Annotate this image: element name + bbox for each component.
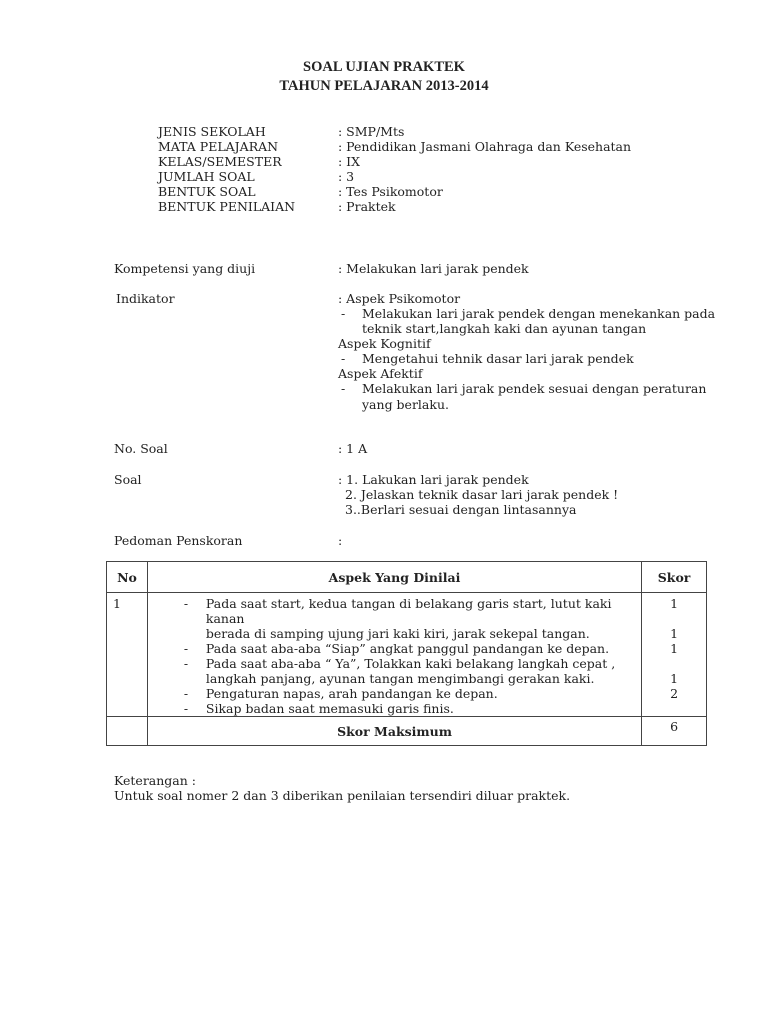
bullet-dash: - bbox=[183, 596, 189, 611]
footer-empty-cell bbox=[107, 717, 148, 746]
document-title: SOAL UJIAN PRAKTEK bbox=[303, 59, 465, 75]
score-value: 2 bbox=[670, 686, 679, 701]
header-no: No bbox=[107, 562, 148, 593]
info-label-kelas-semester: KELAS/SEMESTER bbox=[158, 154, 282, 169]
info-value-jenis-sekolah: : SMP/Mts bbox=[338, 124, 405, 139]
aspek-item bbox=[148, 686, 641, 701]
bullet-dash: - bbox=[341, 381, 346, 396]
row-no: 1 bbox=[107, 593, 148, 717]
soal-item-2: 2. Jelaskan teknik dasar lari jarak pendek ! bbox=[345, 487, 619, 502]
header-aspek: Aspek Yang Dinilai bbox=[147, 562, 641, 593]
soal-item-1: : 1. Lakukan lari jarak pendek bbox=[338, 472, 529, 487]
document-subtitle: TAHUN PELAJARAN 2013-2014 bbox=[279, 78, 489, 94]
aspek-item bbox=[148, 641, 641, 656]
no-soal-label: No. Soal bbox=[114, 441, 168, 456]
soal-item-3: 3..Berlari sesuai dengan lintasannya bbox=[345, 502, 577, 517]
score-value bbox=[642, 611, 706, 626]
table-row bbox=[107, 593, 707, 717]
info-value-mata-pelajaran: : Pendidikan Jasmani Olahraga dan Kesehatan bbox=[338, 139, 632, 154]
info-value-bentuk-soal: : Tes Psikomotor bbox=[338, 184, 443, 199]
pedoman-value: : bbox=[338, 533, 343, 548]
header-skor: Skor bbox=[642, 562, 707, 593]
indikator-label: Indikator bbox=[116, 291, 175, 306]
info-value-jumlah-soal: : 3 bbox=[338, 169, 355, 184]
aspek-item-cont: berada di samping ujung jari kaki kiri, jarak sekepal tangan. bbox=[205, 626, 590, 641]
kompetensi-value: : Melakukan lari jarak pendek bbox=[338, 261, 529, 276]
aspek-item-text: Pada saat aba-aba “Siap” angkat panggul pandangan ke depan. bbox=[205, 641, 610, 656]
score-value bbox=[642, 656, 706, 671]
indikator-psikomotor-heading: : Aspek Psikomotor bbox=[338, 291, 461, 306]
aspek-list bbox=[147, 593, 641, 717]
aspek-item bbox=[148, 701, 641, 716]
info-value-kelas-semester: : IX bbox=[338, 154, 361, 169]
aspek-item-text: Pengaturan napas, arah pandangan ke depan. bbox=[205, 686, 498, 701]
kompetensi-label: Kompetensi yang diuji bbox=[114, 261, 256, 276]
score-list bbox=[642, 593, 707, 717]
aspek-item-text: Pada saat aba-aba “ Ya”, Tolakkan kaki belakang langkah cepat , bbox=[205, 656, 616, 671]
bullet-dash: - bbox=[183, 656, 189, 671]
keterangan-label: Keterangan : bbox=[114, 773, 196, 788]
bullet-dash: - bbox=[341, 306, 346, 321]
aspek-item-cont: langkah panjang, ayunan tangan mengimbangi gerakan kaki. bbox=[205, 671, 595, 686]
score-value: 1 bbox=[670, 596, 679, 611]
score-value: 1 bbox=[670, 626, 679, 641]
footer-value: 6 bbox=[642, 717, 707, 746]
table-header-row bbox=[107, 562, 707, 593]
bullet-dash: - bbox=[183, 701, 189, 716]
table-footer-row bbox=[107, 717, 707, 746]
scoring-table bbox=[106, 561, 707, 746]
indikator-kognitif-heading: Aspek Kognitif bbox=[338, 336, 431, 351]
footer-label: Skor Maksimum bbox=[147, 717, 641, 746]
info-label-mata-pelajaran: MATA PELAJARAN bbox=[158, 139, 279, 154]
indikator-psikomotor-item-cont: teknik start,langkah kaki dan ayunan tangan bbox=[362, 321, 647, 336]
info-label-jumlah-soal: JUMLAH SOAL bbox=[158, 169, 255, 184]
no-soal-value: : 1 A bbox=[338, 441, 368, 456]
info-value-bentuk-penilaian: : Praktek bbox=[338, 199, 396, 214]
bullet-dash: - bbox=[341, 351, 346, 366]
info-label-bentuk-penilaian: BENTUK PENILAIAN bbox=[158, 199, 296, 214]
indikator-kognitif-item: Mengetahui tehnik dasar lari jarak pendek bbox=[362, 351, 634, 366]
aspek-item bbox=[148, 656, 641, 686]
aspek-item-text: Sikap badan saat memasuki garis finis. bbox=[205, 701, 454, 716]
indikator-afektif-heading: Aspek Afektif bbox=[338, 366, 423, 381]
score-value: 1 bbox=[670, 671, 679, 686]
bullet-dash: - bbox=[183, 686, 189, 701]
aspek-item-text: Pada saat start, kedua tangan di belakang garis start, lutut kaki kanan bbox=[205, 596, 612, 626]
soal-label: Soal bbox=[114, 472, 142, 487]
indikator-psikomotor-item: Melakukan lari jarak pendek dengan menekankan pada bbox=[362, 306, 716, 321]
info-label-bentuk-soal: BENTUK SOAL bbox=[158, 184, 256, 199]
indikator-afektif-item-cont: yang berlaku. bbox=[362, 397, 449, 412]
pedoman-label: Pedoman Penskoran bbox=[114, 533, 243, 548]
info-label-jenis-sekolah: JENIS SEKOLAH bbox=[158, 124, 266, 139]
bullet-dash: - bbox=[183, 641, 189, 656]
indikator-afektif-item: Melakukan lari jarak pendek sesuai dengan peraturan bbox=[362, 381, 707, 396]
score-value: 1 bbox=[670, 641, 679, 656]
aspek-item bbox=[148, 596, 641, 641]
keterangan-text: Untuk soal nomer 2 dan 3 diberikan penilaian tersendiri diluar praktek. bbox=[114, 788, 571, 803]
